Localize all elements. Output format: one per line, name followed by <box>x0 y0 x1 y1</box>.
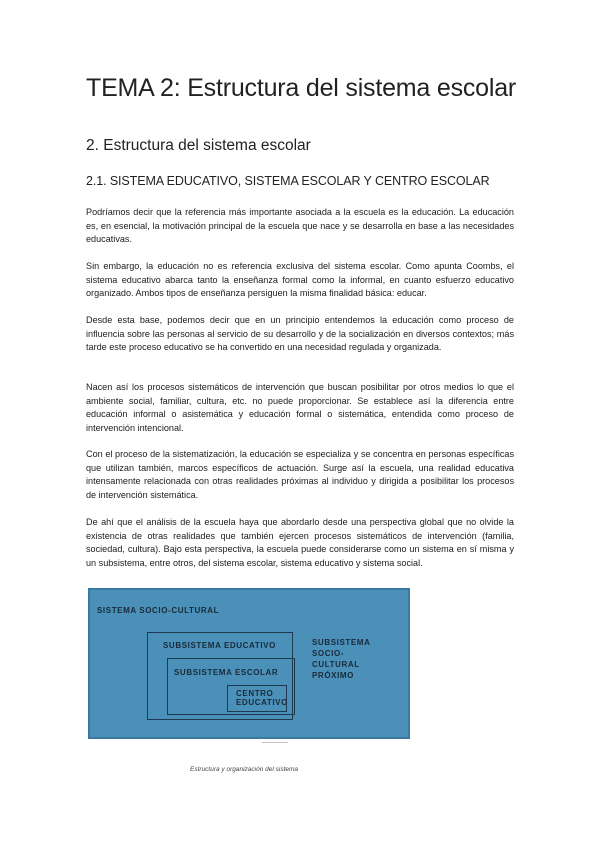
paragraph: Con el proceso de la sistematización, la educación se especializa y se concentra en personas específicas que utilizan también, marcos específicos de actuación. Surge así la escuela, una realidad educativa intensamente relacionada con otras realidades próximas al individuo y dirigida a posibilitar los procesos de intervención sistemática. <box>86 449 514 500</box>
figure-label-centro-educativo: CENTRO EDUCATIVO <box>236 689 288 707</box>
page-title: TEMA 2: Estructura del sistema escolar <box>86 74 517 102</box>
system-structure-figure <box>88 588 410 739</box>
paragraph: Podríamos decir que la referencia más importante asociada a la escuela es la educación. La educación es, en esencial, la motivación principal de la escuela que nace y se desarrolla en base a las necesidades educativas. <box>86 207 514 245</box>
subsection-heading: 2.1. SISTEMA EDUCATIVO, SISTEMA ESCOLAR Y CENTRO ESCOLAR <box>86 174 490 188</box>
figure-label-socio-cultural: SISTEMA SOCIO-CULTURAL <box>97 606 220 615</box>
figure-label-subsistema-escolar: SUBSISTEMA ESCOLAR <box>174 668 279 677</box>
scan-mark <box>262 742 288 743</box>
paragraph: Nacen así los procesos sistemáticos de intervención que buscan posibilitar por otros medios lo que el ambiente social, familiar, cultura, etc. no puede proporcionar. Se establece así la diferencia entre educación informal o asistemática y educación formal o sistemática, entendida como proceso de intervención intencional. <box>86 382 514 433</box>
paragraph: Desde esta base, podemos decir que en un principio entendemos la educación como proceso de influencia sobre las personas al servicio de su desarrollo y de la socialización en diversos contextos; más tarde este proceso educativo se ha convertido en una necesidad regulada y organizada. <box>86 315 514 353</box>
paragraph: De ahí que el análisis de la escuela haya que abordarlo desde una perspectiva global que no olvide la existencia de otras realidades que también ejercen procesos sistemáticos de intervención (familia, sociedad, cultura). Bajo esta perspectiva, la escuela puede considerarse como un sistema en sí misma y un subsistema, entre otros, del sistema escolar, sistema educativo y sistema social. <box>86 517 514 568</box>
figure-label-subsistema-educativo: SUBSISTEMA EDUCATIVO <box>163 641 276 650</box>
paragraph: Sin embargo, la educación no es referencia exclusiva del sistema escolar. Como apunta Coombs, el sistema educativo abarca tanto la enseñanza formal como la informal, en cuanto esfuerzo educativo organizado. Ambos tipos de enseñanza persiguen la misma finalidad básica: educar. <box>86 261 514 299</box>
section-heading: 2. Estructura del sistema escolar <box>86 137 311 154</box>
figure-caption: Estructura y organización del sistema <box>190 766 299 773</box>
figure-label-socio-cultural-proximo: SUBSISTEMA SOCIO- CULTURAL PRÓXIMO <box>312 638 371 680</box>
